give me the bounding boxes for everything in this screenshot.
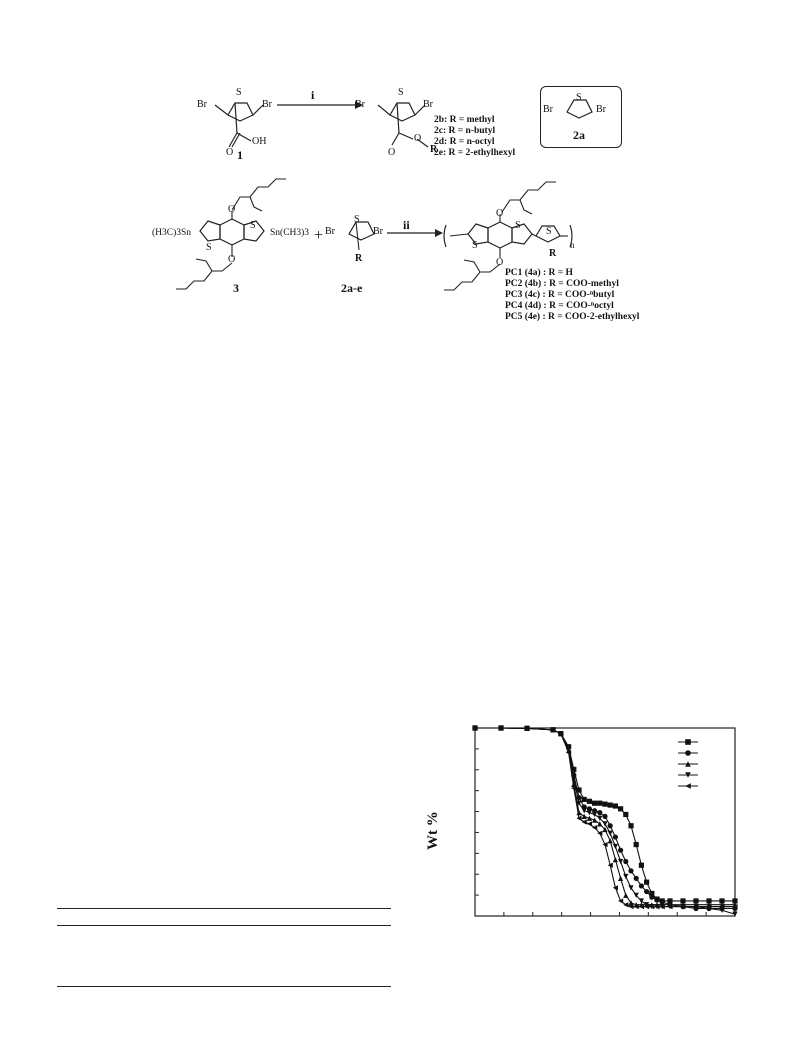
atom-s: S xyxy=(546,226,552,237)
atom-br: Br xyxy=(373,226,383,237)
data-point xyxy=(634,842,639,847)
atom-br: Br xyxy=(543,104,553,115)
data-point xyxy=(649,895,654,900)
ester-list xyxy=(434,115,515,159)
data-point xyxy=(644,880,649,885)
plus-sign: + xyxy=(314,227,324,244)
atom-o: O xyxy=(226,147,234,158)
atom-sn: (H3C)3Sn xyxy=(152,228,192,238)
atom-o: O xyxy=(228,204,236,215)
data-point xyxy=(582,797,587,802)
reagent-i: i xyxy=(311,88,315,102)
atom-o: O xyxy=(388,147,396,158)
monomer-3-label: 3 xyxy=(233,281,239,295)
data-point xyxy=(592,818,597,823)
reaction-arrow-i xyxy=(275,90,365,120)
polymer-item: PC5 (4e) : R = COO-2-ethylhexyl xyxy=(505,312,640,322)
data-point xyxy=(587,810,592,815)
data-point xyxy=(602,802,607,807)
polymer-item: PC4 (4d) : R = COO-ⁿoctyl xyxy=(505,301,614,311)
ester-item: 2e: R = 2-ethylhexyl xyxy=(434,148,516,158)
atom-s: S xyxy=(236,87,242,98)
atom-s: S xyxy=(206,242,212,253)
atom-s: S xyxy=(354,214,360,225)
data-point xyxy=(644,889,649,894)
atom-br: Br xyxy=(325,226,335,237)
table-rule-header xyxy=(57,925,391,926)
data-point xyxy=(623,859,628,864)
data-point xyxy=(654,897,659,902)
atom-o: O xyxy=(496,257,504,268)
reaction-arrow-ii xyxy=(385,220,445,245)
atom-s: S xyxy=(398,87,404,98)
atom-s: S xyxy=(576,92,582,103)
data-point xyxy=(634,876,639,881)
atom-sn: Sn(CH3)3 xyxy=(270,228,310,238)
data-point xyxy=(613,857,618,862)
data-point xyxy=(613,803,618,808)
atom-s: S xyxy=(250,220,256,231)
polymer-item: PC1 (4a) : R = H xyxy=(505,268,573,278)
data-point xyxy=(618,806,623,811)
compound-1-label: 1 xyxy=(237,148,243,162)
data-point xyxy=(623,893,628,898)
ester-item: 2d: R = n-octyl xyxy=(434,137,495,147)
data-point xyxy=(597,801,602,806)
repeat-n: n xyxy=(570,240,575,250)
data-point xyxy=(639,883,644,888)
data-point xyxy=(608,823,613,828)
data-point xyxy=(597,810,602,815)
data-point xyxy=(608,831,613,836)
data-point xyxy=(613,844,618,849)
data-point xyxy=(587,816,592,821)
atom-br: Br xyxy=(197,99,207,110)
ester-item: 2c: R = n-butyl xyxy=(434,126,496,136)
data-point xyxy=(602,821,607,826)
reagent-ii: ii xyxy=(403,218,410,232)
polymer-list xyxy=(505,268,639,323)
data-point xyxy=(587,821,592,826)
compound-2a-label: 2a xyxy=(573,128,585,142)
data-point xyxy=(618,859,623,864)
atom-r: R xyxy=(549,248,557,259)
atom-r: R xyxy=(430,144,438,155)
series-line-4 xyxy=(475,728,735,914)
atom-s: S xyxy=(472,240,478,251)
data-point xyxy=(639,863,644,868)
polymer-item: PC2 (4b) : R = COO-methyl xyxy=(505,279,619,289)
data-point xyxy=(618,876,623,881)
table-rule-top xyxy=(57,908,391,909)
atom-o: O xyxy=(228,254,236,265)
comonomer-label: 2a-e xyxy=(341,281,363,295)
tga-chart xyxy=(440,720,750,930)
atom-oh: OH xyxy=(252,136,267,147)
data-point xyxy=(628,823,633,828)
atom-br: Br xyxy=(355,99,365,110)
data-point xyxy=(623,812,628,817)
data-point xyxy=(618,848,623,853)
data-point xyxy=(602,814,607,819)
data-point xyxy=(592,801,597,806)
atom-o: O xyxy=(496,208,504,219)
legend-marker xyxy=(685,783,691,789)
atom-br: Br xyxy=(423,99,433,110)
data-point xyxy=(628,868,633,873)
data-point xyxy=(608,802,613,807)
atom-br: Br xyxy=(596,104,606,115)
data-point xyxy=(613,834,618,839)
data-point xyxy=(618,898,623,903)
data-point xyxy=(623,874,628,879)
data-point xyxy=(587,799,592,804)
legend-marker xyxy=(685,750,691,756)
ester-item: 2b: R = methyl xyxy=(434,115,495,125)
polymer-item: PC3 (4c) : R = COO-ⁿbutyl xyxy=(505,290,615,300)
atom-s: S xyxy=(515,220,521,231)
data-point xyxy=(582,808,587,813)
atom-r: R xyxy=(355,253,363,264)
atom-o: O xyxy=(414,133,422,144)
atom-br: Br xyxy=(262,99,272,110)
table-rule-bottom xyxy=(57,986,391,987)
y-axis-label: Wt % xyxy=(425,811,441,850)
legend-marker xyxy=(685,739,691,745)
